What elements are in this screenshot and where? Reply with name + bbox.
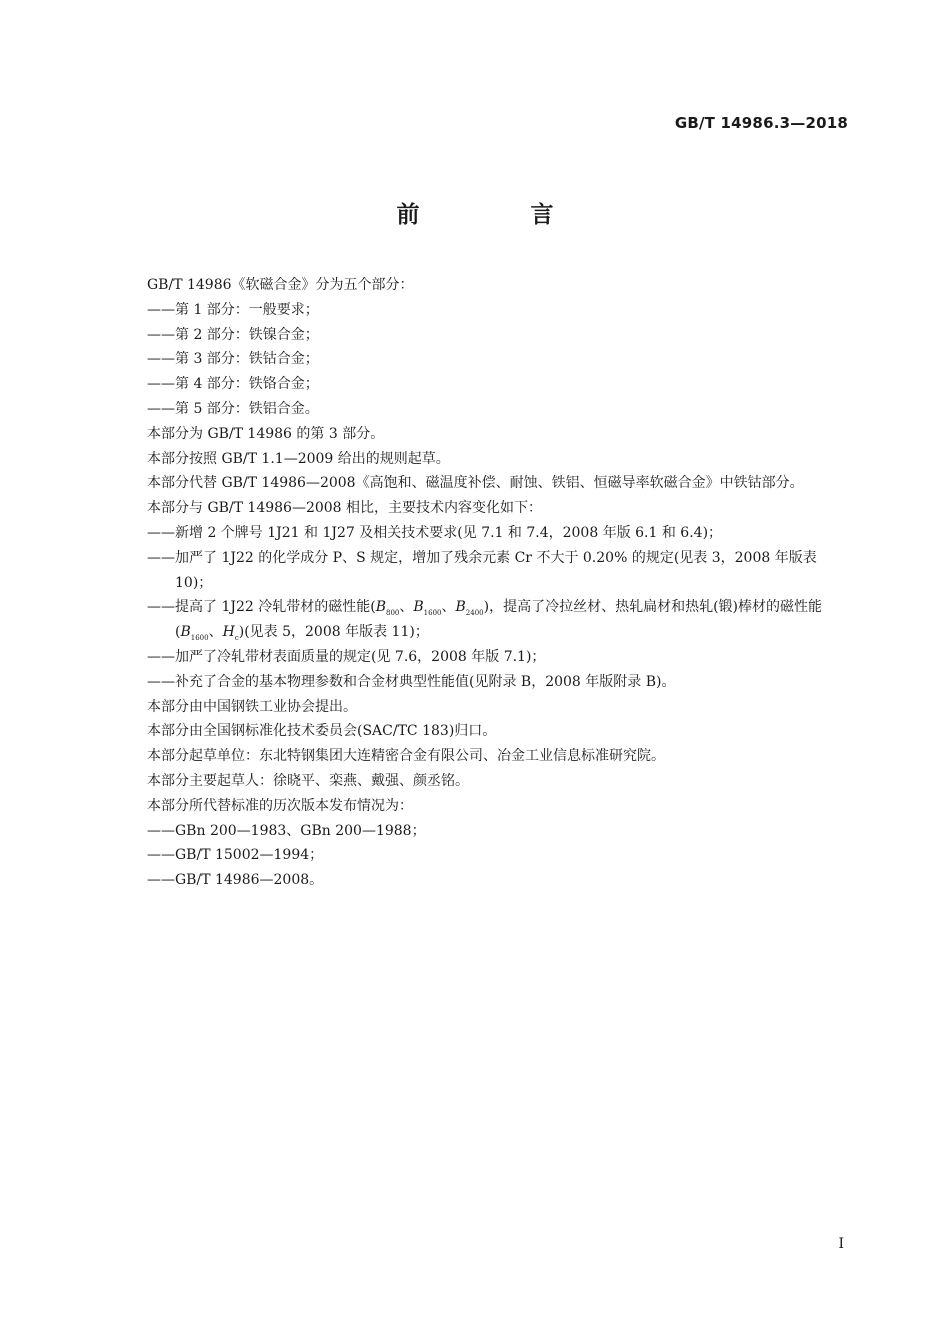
paragraph: 本部分为 GB/T 14986 的第 3 部分。 bbox=[147, 425, 385, 442]
dash-item: ——第 3 部分：铁钴合金； bbox=[147, 351, 319, 368]
page-number: I bbox=[838, 1236, 844, 1252]
dash-item: ——GBn 200—1983、GBn 200—1988； bbox=[147, 822, 426, 839]
subscript: 1600 bbox=[190, 633, 209, 642]
separator: 、 bbox=[441, 599, 456, 616]
dash-item: ——GB/T 14986—2008。 bbox=[147, 872, 324, 889]
subscript: 800 bbox=[386, 609, 400, 618]
paragraph: 本部分主要起草人：徐晓平、栾燕、戴强、颜丞铭。 bbox=[147, 772, 469, 789]
dash-item: ——第 2 部分：铁镍合金； bbox=[147, 326, 319, 343]
paragraph: 本部分由全国钢标准化技术委员会(SAC/TC 183)归口。 bbox=[147, 723, 497, 740]
paragraph: 本部分与 GB/T 14986—2008 相比，主要技术内容变化如下： bbox=[147, 500, 543, 517]
dash-item: ——第 4 部分：铁铬合金； bbox=[147, 376, 319, 393]
symbol-b: B bbox=[455, 599, 466, 616]
text-run: )，提高了冷拉丝材、热轧扁材和热轧(锻)棒材的磁性能( bbox=[175, 599, 823, 641]
paragraph: 本部分代替 GB/T 14986—2008《高饱和、磁温度补偿、耐蚀、铁铝、恒磁导率软磁合金》中铁钴部分。 bbox=[147, 475, 804, 492]
paragraph: 本部分按照 GB/T 1.1—2009 给出的规则起草。 bbox=[147, 450, 450, 467]
dash-item bbox=[114, 595, 850, 645]
paragraph: 本部分由中国钢铁工业协会提出。 bbox=[147, 698, 357, 715]
document-body bbox=[114, 273, 850, 893]
dash-item: ——GB/T 15002—1994； bbox=[147, 847, 324, 864]
separator: 、 bbox=[399, 599, 414, 616]
dash-item: ——新增 2 个牌号 1J21 和 1J27 及相关技术要求(见 7.1 和 7.4，2008 年版 6.1 和 6.4)； bbox=[147, 524, 723, 541]
standard-code: GB/T 14986.3—2018 bbox=[674, 114, 848, 132]
dash-item: ——补充了合金的基本物理参数和合金材典型性能值(见附录 B，2008 年版附录 B)。 bbox=[147, 673, 676, 690]
separator: 、 bbox=[208, 624, 223, 641]
paragraph: 本部分起草单位：东北特钢集团大连精密合金有限公司、冶金工业信息标准研究院。 bbox=[147, 748, 665, 765]
dash-item: ——加严了冷轧带材表面质量的规定(见 7.6，2008 年版 7.1)； bbox=[147, 648, 546, 665]
symbol-b: B bbox=[413, 599, 424, 616]
dash-item: ——第 5 部分：铁铝合金。 bbox=[147, 400, 319, 417]
page-title: 前 言 bbox=[396, 202, 598, 228]
text-run: )(见表 5，2008 年版表 11)； bbox=[238, 624, 429, 641]
symbol-b: B bbox=[180, 624, 191, 641]
subscript: c bbox=[234, 633, 239, 642]
paragraph: 本部分所代替标准的历次版本发布情况为： bbox=[147, 797, 413, 814]
symbol-b: B bbox=[375, 599, 386, 616]
dash-item: ——加严了 1J22 的化学成分 P、S 规定，增加了残余元素 Cr 不大于 0.20% 的规定(见表 3，2008 年版表 10)； bbox=[147, 549, 817, 591]
text-run: ——提高了 1J22 冷轧带材的磁性能( bbox=[147, 599, 376, 616]
subscript: 2400 bbox=[465, 609, 484, 618]
symbol-h: H bbox=[222, 624, 235, 641]
paragraph: GB/T 14986《软磁合金》分为五个部分： bbox=[147, 277, 414, 293]
dash-item: ——第 1 部分：一般要求； bbox=[147, 301, 319, 318]
subscript: 1600 bbox=[423, 609, 442, 618]
